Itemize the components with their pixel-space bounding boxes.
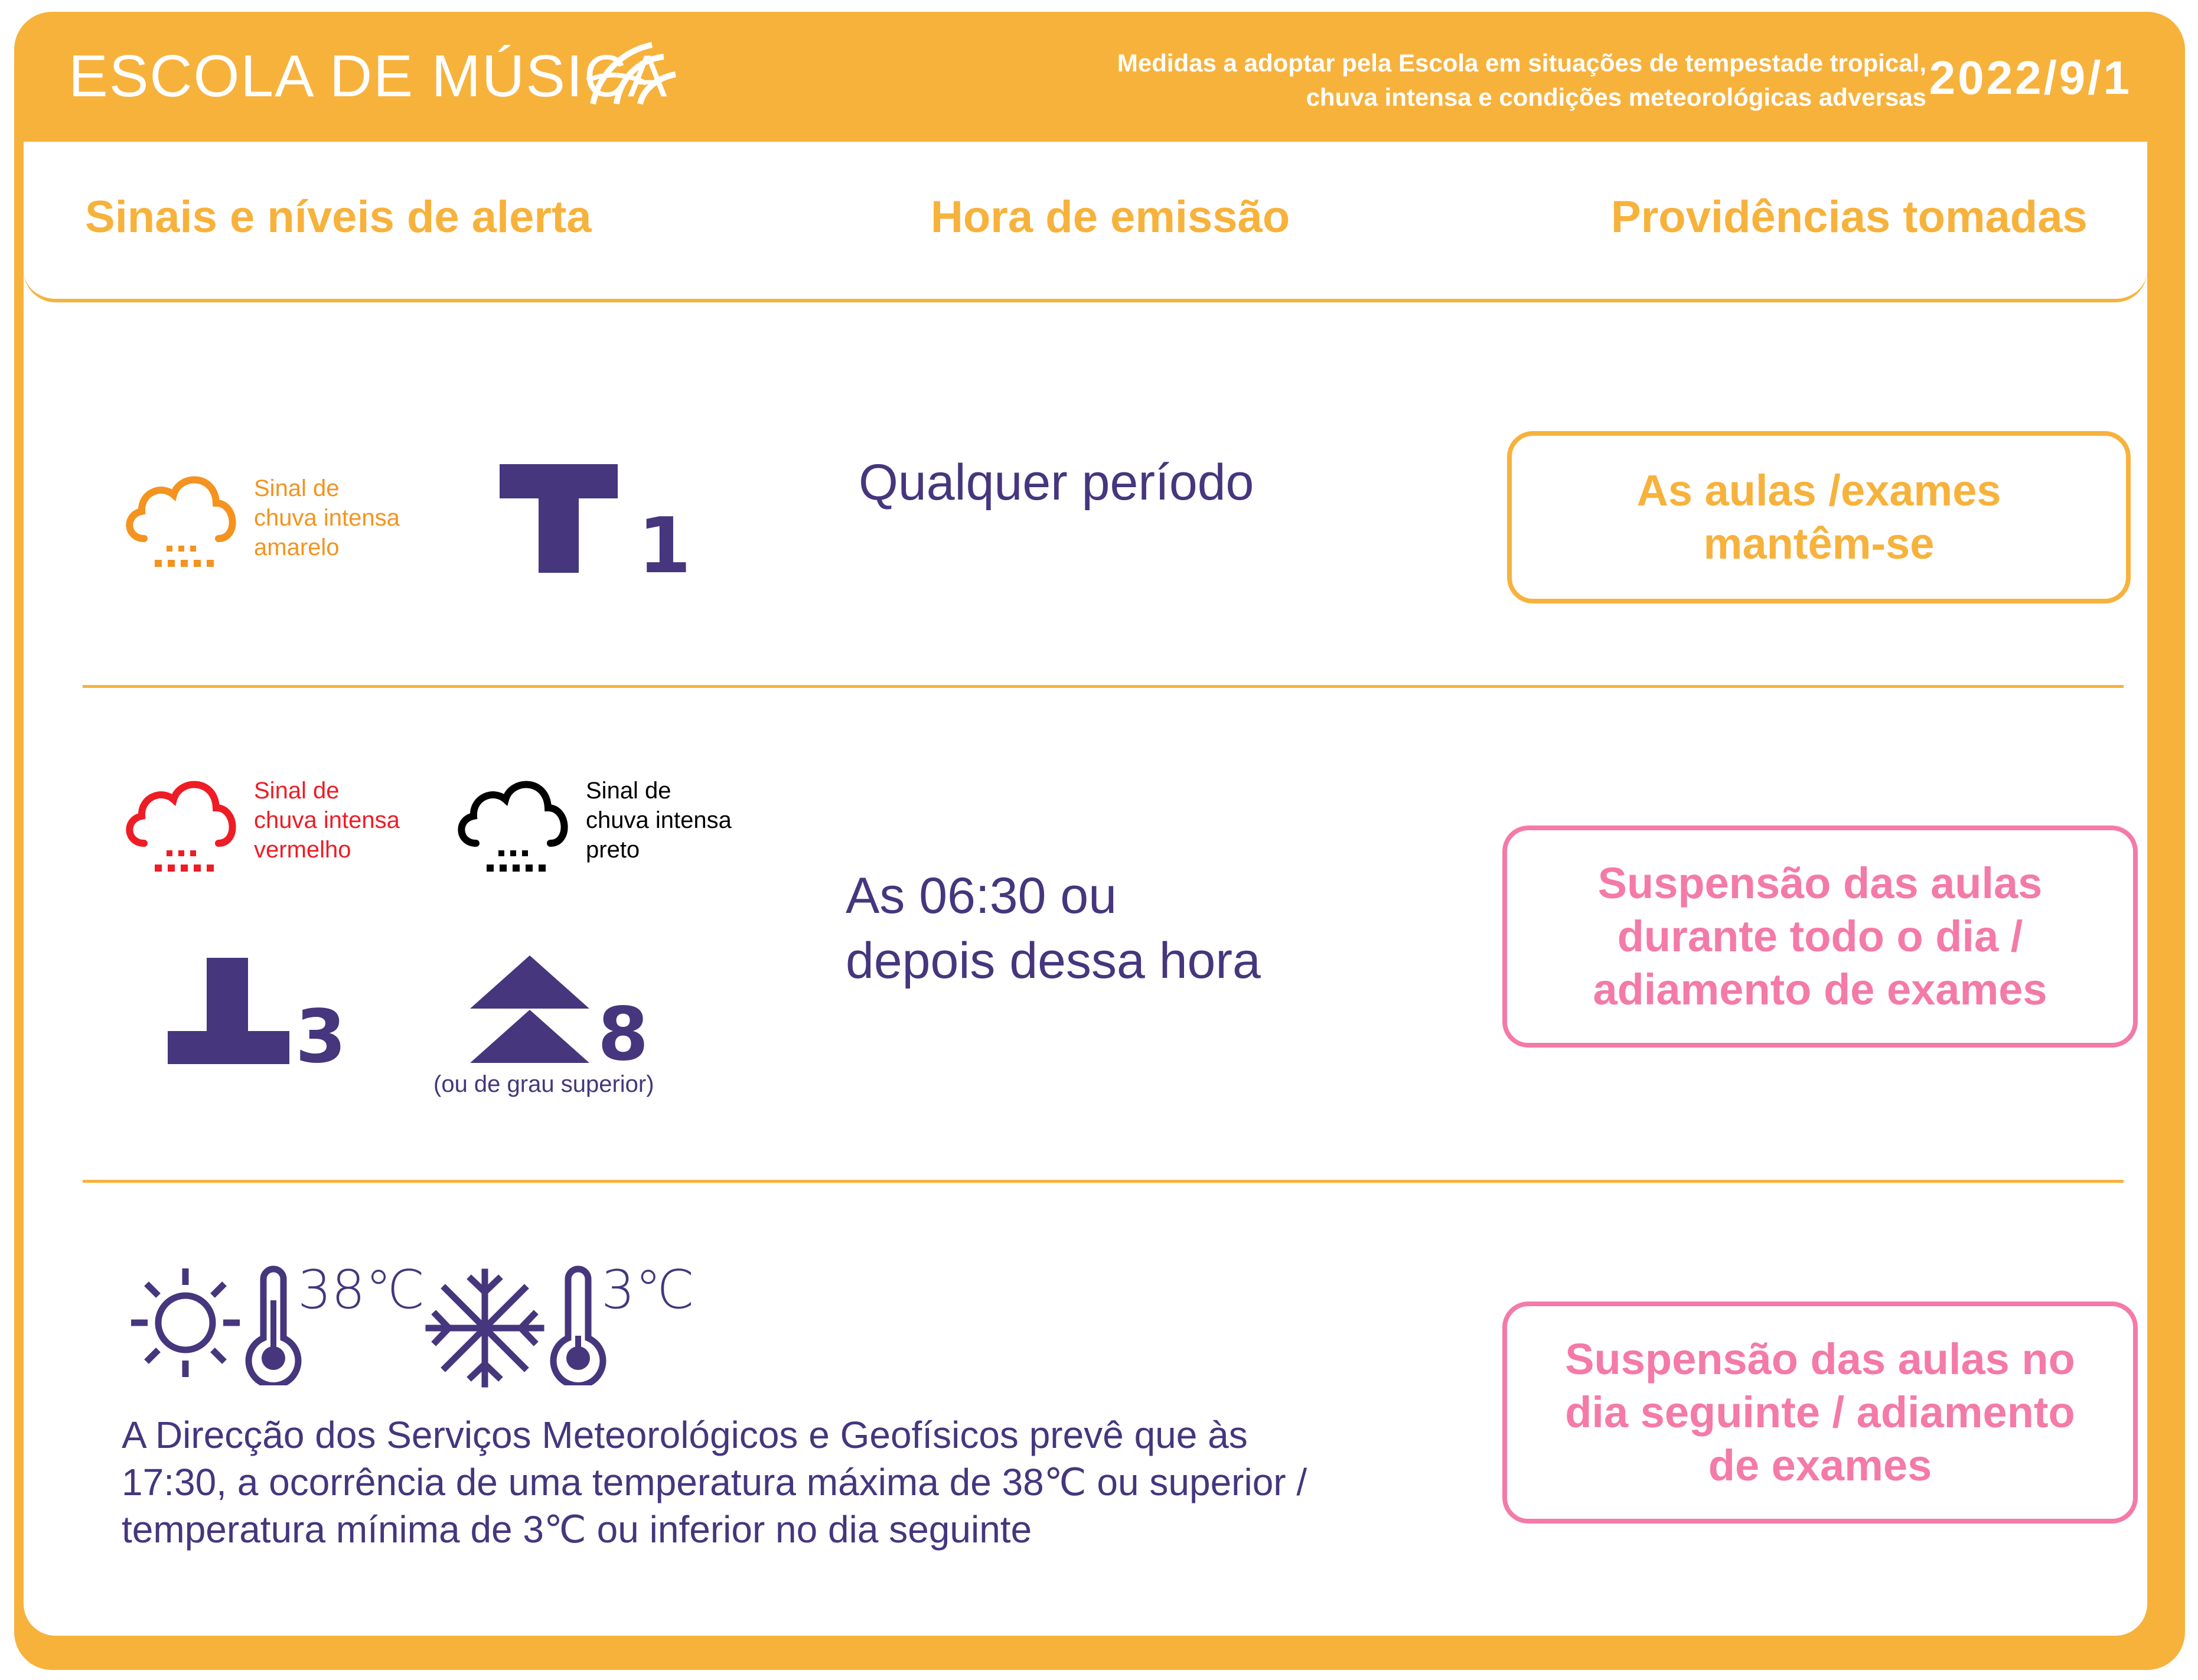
black-signal-label	[586, 776, 732, 865]
yellow-signal-label	[254, 474, 400, 562]
row2-action-text	[1593, 857, 2047, 1016]
row1-time: Qualquer período	[859, 454, 1254, 511]
subtitle-line-2: chuva intensa e condições meteorológicas adversas	[1306, 83, 1926, 111]
sun-icon	[126, 1264, 244, 1382]
label-line: Sinal de	[254, 475, 340, 501]
header-date: 2022/9/1	[1929, 51, 2132, 104]
row2-time-line: depois dessa hora	[846, 932, 1261, 989]
rain-cloud-black-icon	[452, 766, 576, 879]
description-line: 17:30, a ocorrência de uma temperatura máxima de 38℃ ou superior /	[122, 1461, 1307, 1503]
signal-3-number: 3	[295, 994, 347, 1079]
row2-time-line: As 06:30 ou	[846, 867, 1117, 924]
school-logo-icon	[581, 33, 681, 116]
subtitle-line-1: Medidas a adoptar pela Escola em situações de tempestade tropical,	[1117, 49, 1926, 77]
label-line: chuva intensa	[254, 505, 400, 531]
label-line: chuva intensa	[254, 807, 400, 833]
label-line: vermelho	[254, 837, 351, 863]
forecast-description	[122, 1411, 1539, 1553]
description-line: A Direcção dos Serviços Meteorológicos e Geofísicos prevê que às	[122, 1414, 1248, 1456]
max-temperature: 38℃	[298, 1259, 425, 1321]
label-line: chuva intensa	[586, 807, 732, 833]
action-line: durante todo o dia /	[1617, 912, 2023, 961]
rain-cloud-red-icon	[120, 766, 244, 879]
action-line: Suspensão das aulas	[1597, 859, 2043, 908]
snowflake-icon	[424, 1267, 546, 1389]
label-line: amarelo	[254, 534, 340, 560]
row-divider-2	[83, 1180, 2124, 1183]
label-line: Sinal de	[254, 778, 340, 804]
school-name: ESCOLA DE MÚSICA	[69, 43, 668, 109]
typhoon-signal-8-icon	[470, 955, 589, 1063]
description-line: temperatura mínima de 3℃ ou inferior no dia seguinte	[122, 1508, 1032, 1551]
row-divider-1	[83, 685, 2124, 688]
thermometer-icon	[241, 1265, 306, 1385]
column-header-actions: Providências tomadas	[1611, 192, 2088, 242]
row1-action-box	[1507, 431, 2131, 604]
row3-action-text	[1565, 1333, 2075, 1492]
typhoon-signal-3-icon	[168, 958, 289, 1064]
typhoon-signal-1-icon	[500, 464, 618, 573]
row3-action-box	[1502, 1301, 2138, 1524]
action-line: Suspensão das aulas no	[1565, 1335, 2075, 1384]
min-temperature: 3℃	[601, 1259, 695, 1321]
row2-time	[846, 863, 1261, 993]
signal-8-number: 8	[598, 992, 649, 1077]
signal-8-note: (ou de grau superior)	[433, 1071, 654, 1097]
action-line: adiamento de exames	[1593, 965, 2047, 1014]
rain-cloud-yellow-icon	[120, 462, 244, 574]
label-line: preto	[586, 837, 640, 863]
row1-action-text: As aulas /exames mantêm-se	[1636, 466, 2001, 568]
header-subtitle	[1100, 46, 1926, 115]
action-line: de exames	[1708, 1441, 1932, 1490]
column-header-time: Hora de emissão	[931, 192, 1290, 242]
column-header-signals: Sinais e níveis de alerta	[85, 192, 592, 242]
row2-action-box	[1502, 826, 2138, 1048]
label-line: Sinal de	[586, 778, 671, 804]
signal-1-number: 1	[638, 501, 692, 591]
action-line: dia seguinte / adiamento	[1565, 1388, 2075, 1437]
red-signal-label	[254, 776, 400, 865]
